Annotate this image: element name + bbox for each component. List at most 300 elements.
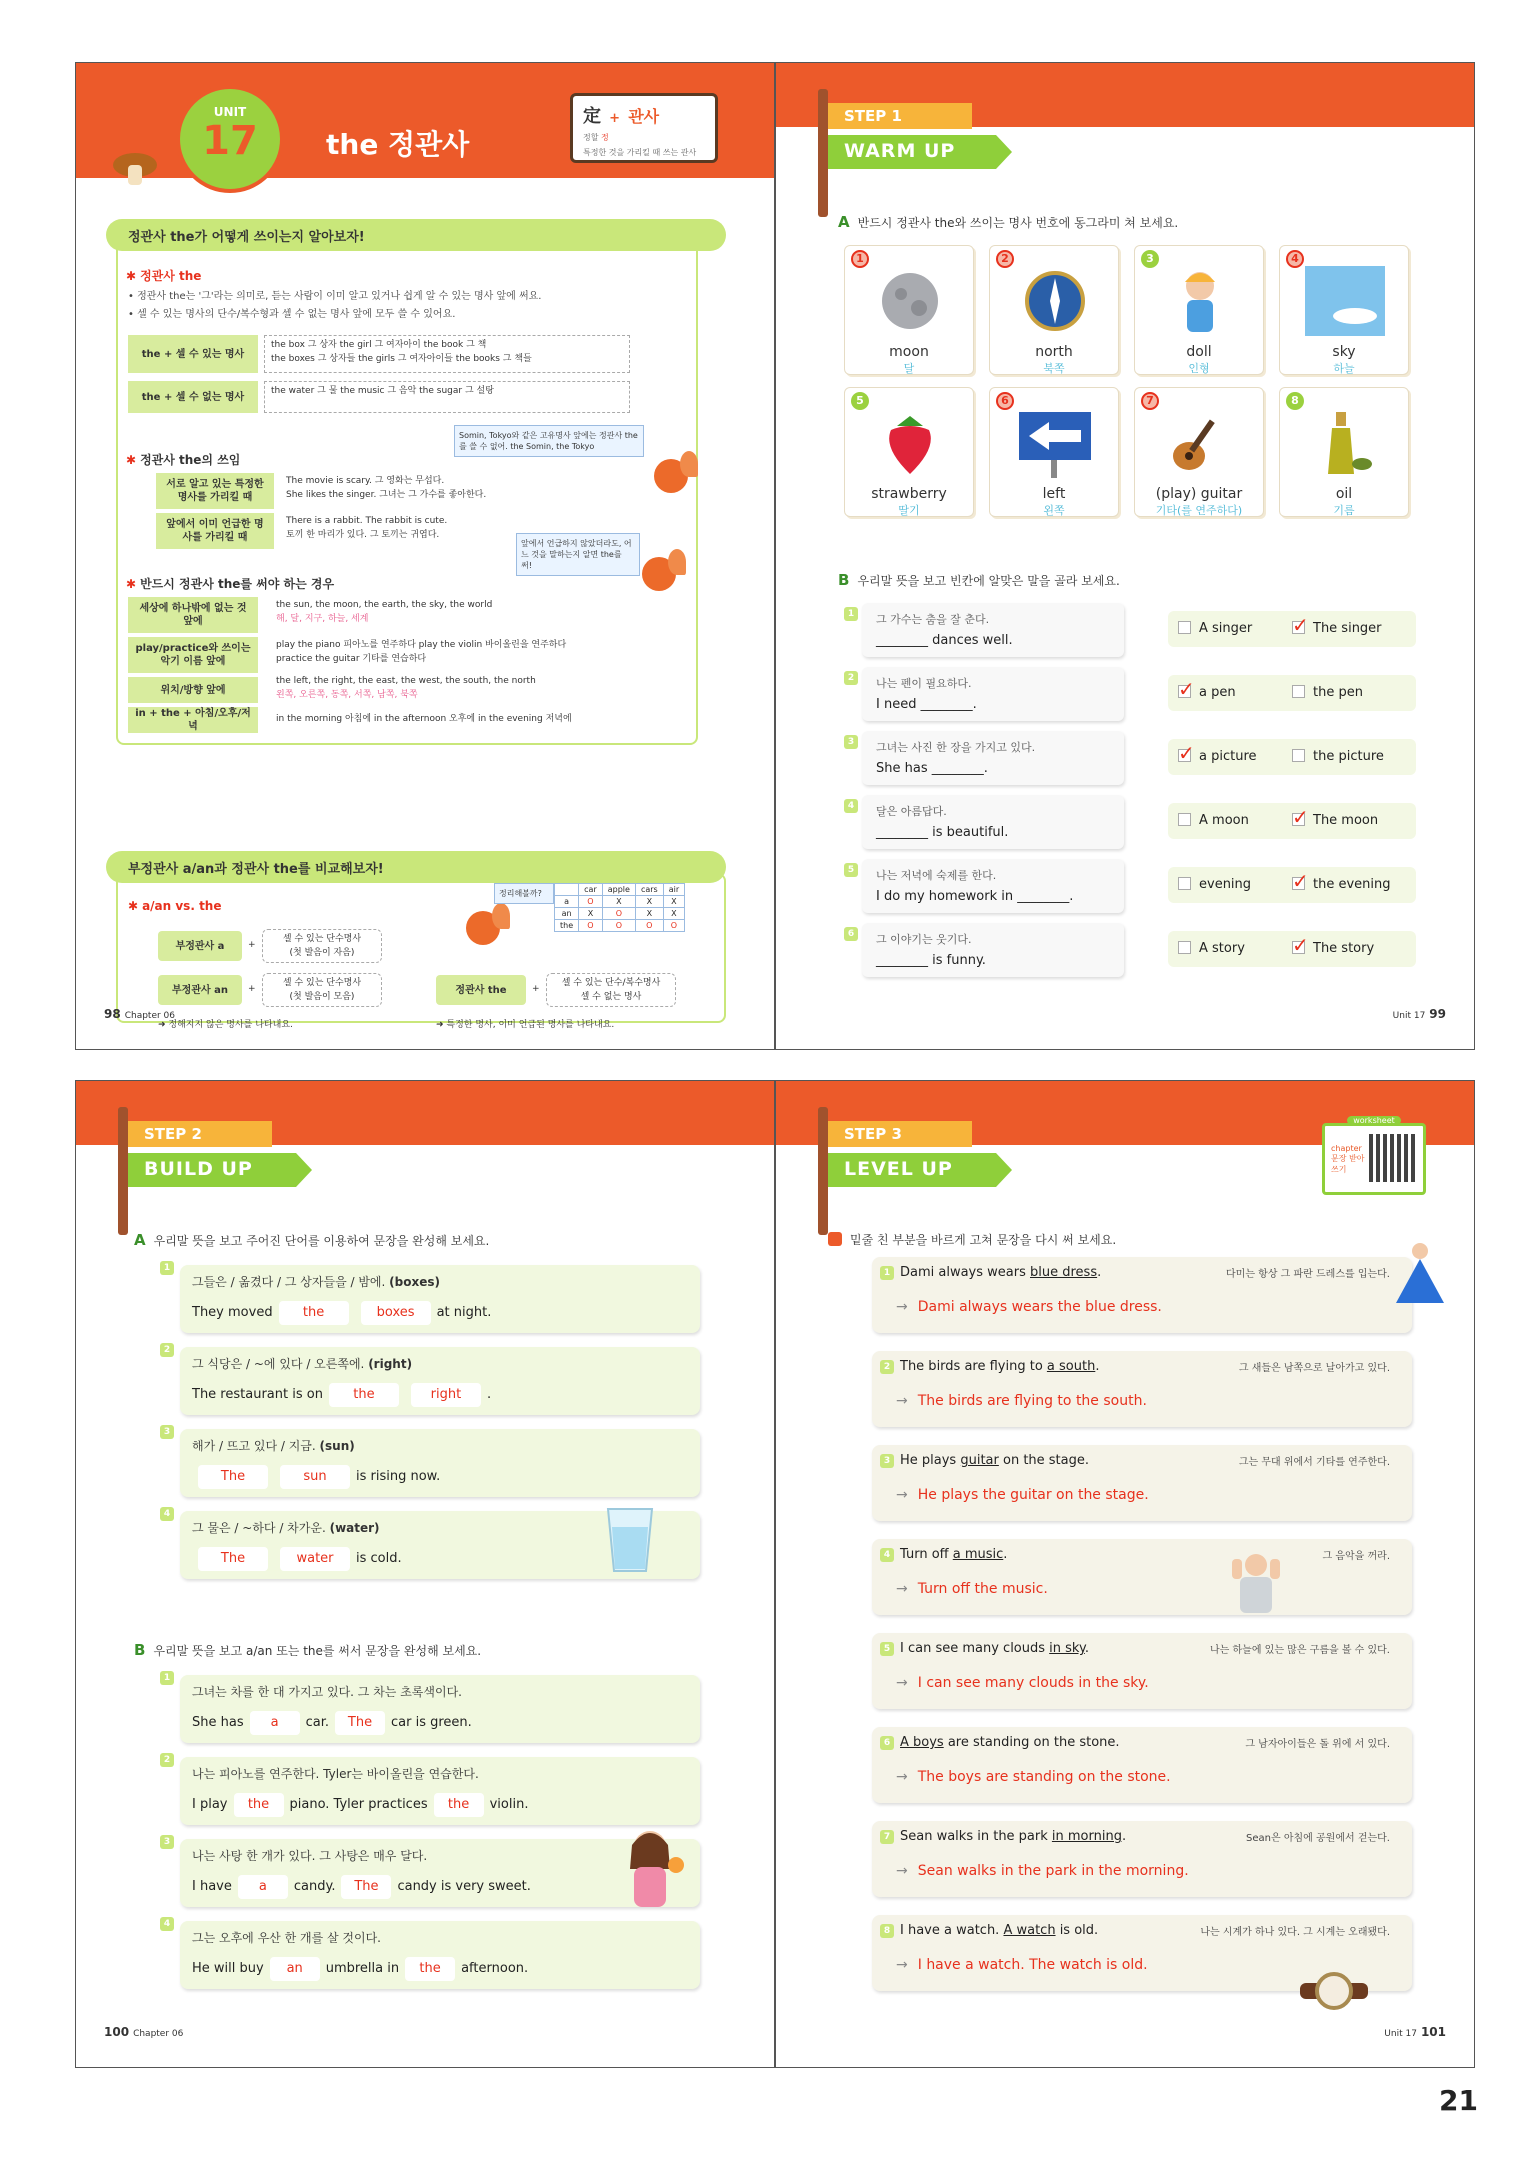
korean-meaning: 나는 시계가 하나 있다. 그 시계는 오래됐다. bbox=[1200, 1927, 1390, 1938]
sentence-text: on the stage. bbox=[998, 1453, 1090, 1468]
compare-desc bbox=[262, 973, 382, 1007]
korean-prompt: 그녀는 사진 한 장을 가지고 있다. bbox=[876, 741, 1036, 754]
sentence-text: He will buy bbox=[192, 1961, 264, 1976]
checkbox[interactable] bbox=[1178, 749, 1191, 762]
sentence-text: Dami always wears bbox=[900, 1265, 1031, 1280]
checkbox[interactable] bbox=[1178, 685, 1191, 698]
english-sentence: She has ________. bbox=[876, 761, 988, 776]
word-hint: (sun) bbox=[319, 1439, 355, 1453]
question-sentence bbox=[880, 1547, 1007, 1562]
prompt-text: 해가 / 뜨고 있다 / 지금. bbox=[192, 1439, 316, 1453]
sentence-text: candy. bbox=[293, 1879, 336, 1894]
row-line: 토끼 한 마리가 있다. 그 토끼는 귀엽다. bbox=[286, 529, 440, 540]
sign-jeong: 정 bbox=[601, 133, 609, 142]
card-word: doll bbox=[1186, 344, 1212, 360]
answer-blank[interactable]: a bbox=[238, 1875, 288, 1899]
sign-hanja: 定 bbox=[583, 106, 601, 127]
row-line: 해, 달, 지구, 하늘, 세계 bbox=[276, 613, 369, 624]
step-title: LEVEL UP bbox=[828, 1153, 996, 1187]
section-a-heading: A 반드시 정관사 the와 쓰이는 명사 번호에 동그라미 쳐 보세요. bbox=[838, 213, 1179, 231]
checkbox[interactable] bbox=[1292, 621, 1305, 634]
underlined-error: A watch bbox=[1003, 1923, 1056, 1938]
vocab-card[interactable] bbox=[989, 245, 1119, 375]
exercise-box bbox=[180, 1921, 700, 1989]
row-text bbox=[276, 675, 676, 702]
row-label: play/practice와 쓰이는 악기 이름 앞에 bbox=[128, 637, 258, 673]
exercise-box bbox=[180, 1757, 700, 1825]
row-line: She likes the singer. 그녀는 그 가수를 좋아한다. bbox=[286, 489, 487, 500]
correction-item bbox=[872, 1445, 1412, 1521]
card-meaning: 왼쪽 bbox=[1043, 504, 1065, 517]
sign-plus: + bbox=[609, 111, 621, 126]
step-tag: STEP 1 bbox=[828, 103, 972, 129]
choice-option-1[interactable] bbox=[1178, 877, 1251, 892]
card-number: 7 bbox=[1141, 392, 1159, 410]
item-number: 5 bbox=[844, 863, 858, 877]
english-sentence: I need ________. bbox=[876, 697, 977, 712]
section-bar-1: 정관사 the가 어떻게 쓰이는지 알아보자! bbox=[106, 219, 726, 251]
checkbox[interactable] bbox=[1178, 941, 1191, 954]
item-number: 6 bbox=[880, 1736, 894, 1750]
vocab-card[interactable] bbox=[1279, 245, 1409, 375]
row-label: 위치/방향 앞에 bbox=[128, 677, 258, 703]
page-101 bbox=[775, 1080, 1475, 2068]
korean-meaning: Sean은 아침에 공원에서 걷는다. bbox=[1246, 1833, 1390, 1844]
row-text bbox=[276, 599, 676, 626]
choice-option-1[interactable] bbox=[1178, 813, 1249, 828]
worksheet-qr[interactable] bbox=[1322, 1116, 1426, 1195]
grid-row bbox=[555, 920, 685, 932]
card-meaning: 기타(를 연주하다) bbox=[1155, 504, 1243, 517]
card-meaning: 하늘 bbox=[1333, 362, 1355, 375]
answer-blank[interactable]: the bbox=[234, 1793, 284, 1817]
girl-blue-dress-icon bbox=[1390, 1241, 1450, 1311]
sentence-text: piano. Tyler practices bbox=[289, 1797, 428, 1812]
item-number: 2 bbox=[160, 1753, 174, 1767]
sentence-line bbox=[192, 1465, 440, 1489]
row-label: in + the + 아침/오후/저녁 bbox=[128, 707, 258, 733]
grid-cell: the bbox=[555, 920, 579, 932]
prompt-text: 그들은 / 옮겼다 / 그 상자들을 / 밤에. bbox=[192, 1275, 386, 1289]
grid-cell: O bbox=[663, 920, 684, 932]
question-sentence bbox=[880, 1453, 1089, 1468]
choice-pair bbox=[1168, 867, 1416, 903]
choice-option-1[interactable] bbox=[1178, 621, 1252, 636]
compare-desc bbox=[262, 929, 382, 963]
korean-meaning: 그 음악을 꺼라. bbox=[1322, 1551, 1390, 1562]
choice-option-1[interactable] bbox=[1178, 941, 1245, 956]
question-sentence bbox=[880, 1265, 1101, 1280]
option-label: the picture bbox=[1313, 749, 1384, 764]
unit-number: 17 bbox=[202, 118, 258, 164]
answer-blank[interactable]: The bbox=[198, 1547, 268, 1571]
sign-gwansa: 관사 bbox=[628, 107, 660, 126]
choice-pair bbox=[1168, 803, 1416, 839]
sentence-text: . bbox=[1121, 1829, 1127, 1844]
compare-label: 정관사 the bbox=[436, 975, 526, 1005]
item-number: 1 bbox=[160, 1671, 174, 1685]
row-label: 세상에 하나밖에 없는 것 앞에 bbox=[128, 597, 258, 633]
korean-meaning: 그 남자아이들은 돌 위에 서 있다. bbox=[1245, 1739, 1390, 1750]
heading-the: ✱ 정관사 the bbox=[126, 269, 202, 283]
option-label: A moon bbox=[1199, 813, 1249, 828]
sentence-text: I have a watch. bbox=[900, 1923, 1004, 1938]
option-label: A singer bbox=[1199, 621, 1253, 636]
compare-label: 부정관사 a bbox=[158, 931, 242, 961]
vocab-card[interactable] bbox=[1134, 387, 1264, 517]
answer-blank[interactable]: the bbox=[405, 1957, 455, 1981]
sentence-text: is rising now. bbox=[356, 1469, 441, 1484]
card-number: 3 bbox=[1141, 250, 1159, 268]
sign-sub-word: 정할 bbox=[583, 133, 599, 142]
step-title: BUILD UP bbox=[128, 1153, 296, 1187]
grid-cell: car bbox=[579, 884, 603, 896]
checkbox[interactable] bbox=[1178, 813, 1191, 826]
answer-blank[interactable]: The bbox=[198, 1465, 268, 1489]
choice-pair bbox=[1168, 931, 1416, 967]
question-box bbox=[862, 795, 1124, 849]
sign-caption: 특정한 것을 가리킬 때 쓰는 관사 bbox=[583, 148, 697, 157]
note-2: • 셀 수 있는 명사의 단수/복수형과 셀 수 없는 명사 앞에 모두 쓸 수 있어요. bbox=[128, 309, 456, 320]
footnote-1: ➜ 정해지지 않은 명사를 나타내요. bbox=[158, 1020, 293, 1030]
left-arrow-sign-icon bbox=[1015, 408, 1095, 478]
answer-blank[interactable]: the bbox=[434, 1793, 484, 1817]
prompt-text: 그 물은 / ~하다 / 차가운. bbox=[192, 1521, 326, 1535]
vocab-card[interactable] bbox=[844, 245, 974, 375]
unit-badge bbox=[176, 85, 284, 193]
item-number: 3 bbox=[160, 1425, 174, 1439]
section-a-heading: A 우리말 뜻을 보고 주어진 단어를 이용하여 문장을 완성해 보세요. bbox=[134, 1231, 490, 1249]
moon-icon bbox=[870, 266, 950, 336]
row-label: the + 셀 수 없는 명사 bbox=[128, 381, 258, 413]
grid-cell: X bbox=[663, 908, 684, 920]
row-text bbox=[286, 475, 586, 502]
heading-use: ✱ 정관사 the의 쓰임 bbox=[126, 453, 241, 467]
heading-must: ✱ 반드시 정관사 the를 써야 하는 경우 bbox=[126, 577, 335, 591]
row-text: in the morning 아침에 in the afternoon 오후에 in the evening 저녁에 bbox=[276, 714, 572, 724]
plus-sign: + bbox=[248, 940, 256, 950]
corrected-answer[interactable]: → He plays the guitar on the stage. bbox=[896, 1487, 1149, 1503]
item-number: 2 bbox=[880, 1360, 894, 1374]
card-number: 8 bbox=[1286, 392, 1304, 410]
row-line: the boxes 그 상자들 the girls 그 여자아이들 the books 그 책들 bbox=[271, 353, 532, 364]
answer-blank[interactable]: the bbox=[329, 1383, 399, 1407]
card-word: north bbox=[1035, 344, 1073, 360]
step-tag: STEP 2 bbox=[128, 1121, 272, 1147]
question-box bbox=[862, 923, 1124, 977]
answer-blank[interactable]: right bbox=[411, 1383, 481, 1407]
sentence-text: I have bbox=[192, 1879, 232, 1894]
korean-prompt bbox=[192, 1519, 380, 1536]
vocab-card[interactable] bbox=[1134, 245, 1264, 375]
sentence-text: at night. bbox=[436, 1305, 492, 1320]
choice-option-2[interactable] bbox=[1292, 621, 1382, 636]
english-sentence: I do my homework in ________. bbox=[876, 889, 1074, 904]
underlined-error: in morning bbox=[1051, 1829, 1122, 1844]
sentence-line bbox=[192, 1711, 472, 1735]
prompt-text: 그 식당은 / ~에 있다 / 오른쪽에. bbox=[192, 1357, 365, 1371]
sentence-line bbox=[192, 1301, 491, 1325]
heading-vs: ✱ a/an vs. the bbox=[128, 899, 222, 913]
checkbox[interactable] bbox=[1292, 877, 1305, 890]
step-title: WARM UP bbox=[828, 135, 996, 169]
item-number: 3 bbox=[880, 1454, 894, 1468]
grid-cell: O bbox=[602, 908, 635, 920]
grid-cell bbox=[555, 884, 579, 896]
page-99 bbox=[775, 62, 1475, 1050]
sentence-text: . bbox=[1095, 1359, 1100, 1374]
option-label: A story bbox=[1199, 941, 1245, 956]
sentence-line bbox=[192, 1793, 528, 1817]
exercise-box bbox=[180, 1429, 700, 1497]
compare-desc-line: (첫 발음이 자음) bbox=[289, 947, 355, 958]
checkbox[interactable] bbox=[1292, 685, 1305, 698]
correction-item bbox=[872, 1633, 1412, 1709]
answer-blank[interactable]: an bbox=[270, 1957, 320, 1981]
choice-option-2[interactable] bbox=[1292, 749, 1384, 764]
step-post bbox=[118, 1107, 128, 1235]
question-sentence bbox=[880, 1641, 1089, 1656]
checkbox[interactable] bbox=[1178, 621, 1191, 634]
sentence-line bbox=[192, 1383, 491, 1407]
vocab-card[interactable] bbox=[844, 387, 974, 517]
korean-prompt bbox=[192, 1355, 412, 1372]
page-number: 100 Chapter 06 bbox=[104, 2025, 184, 2039]
plus-sign: + bbox=[248, 984, 256, 994]
choice-option-2[interactable] bbox=[1292, 813, 1378, 828]
sentence-line bbox=[192, 1547, 402, 1571]
corrected-answer[interactable]: → I have a watch. The watch is old. bbox=[896, 1957, 1148, 1973]
underlined-error: A boys bbox=[900, 1735, 944, 1750]
item-number: 1 bbox=[160, 1261, 174, 1275]
option-label: a pen bbox=[1199, 685, 1236, 700]
correction-item bbox=[872, 1727, 1412, 1803]
exercise-box bbox=[180, 1347, 700, 1415]
sentence-line bbox=[192, 1875, 531, 1899]
card-number: 4 bbox=[1286, 250, 1304, 268]
sheet-number: 21 bbox=[1439, 2084, 1478, 2117]
item-number: 6 bbox=[844, 927, 858, 941]
sentence-text: I can see many clouds bbox=[900, 1641, 1050, 1656]
card-meaning: 인형 bbox=[1188, 362, 1210, 375]
section-b-heading: B 우리말 뜻을 보고 빈칸에 알맞은 말을 골라 보세요. bbox=[838, 571, 1120, 589]
checkbox[interactable] bbox=[1292, 941, 1305, 954]
row-line: the water 그 물 the music 그 음악 the sugar 그 설탕 bbox=[271, 386, 494, 396]
grid-cell: X bbox=[635, 908, 663, 920]
row-line: The movie is scary. 그 영화는 무섭다. bbox=[286, 476, 445, 486]
corrected-answer[interactable]: → Dami always wears the blue dress. bbox=[896, 1299, 1162, 1315]
item-number: 3 bbox=[160, 1835, 174, 1849]
card-number: 5 bbox=[851, 392, 869, 410]
choice-pair bbox=[1168, 739, 1416, 775]
answer-blank[interactable]: The bbox=[335, 1711, 385, 1735]
wristwatch-icon bbox=[1296, 1961, 1372, 2021]
choice-option-1[interactable] bbox=[1178, 685, 1236, 700]
korean-prompt: 그 이야기는 웃기다. bbox=[876, 933, 972, 946]
grid-cell: cars bbox=[635, 884, 663, 896]
checkbox[interactable] bbox=[1292, 813, 1305, 826]
checkbox[interactable] bbox=[1178, 877, 1191, 890]
item-number: 5 bbox=[880, 1642, 894, 1656]
compass-icon bbox=[1015, 266, 1095, 336]
option-label: The singer bbox=[1313, 621, 1382, 636]
item-number: 1 bbox=[844, 607, 858, 621]
card-meaning: 달 bbox=[903, 362, 915, 375]
sentence-text: umbrella in bbox=[325, 1961, 400, 1976]
corrected-answer[interactable]: → I can see many clouds in the sky. bbox=[896, 1675, 1149, 1691]
footnote-2: ➜ 특정한 명사, 이미 언급된 명사를 나타내요. bbox=[436, 1020, 615, 1030]
sentence-line bbox=[192, 1957, 528, 1981]
card-word: (play) guitar bbox=[1155, 486, 1243, 502]
sentence-text: He plays bbox=[900, 1453, 961, 1468]
korean-prompt: 나는 사탕 한 개가 있다. 그 사탕은 매우 달다. bbox=[192, 1849, 428, 1863]
section-b-heading: B 우리말 뜻을 보고 a/an 또는 the를 써서 문장을 완성해 보세요. bbox=[134, 1641, 482, 1659]
sentence-text: . bbox=[1084, 1641, 1089, 1656]
exercise-box bbox=[180, 1675, 700, 1743]
grid-cell: O bbox=[579, 896, 603, 908]
row-cell bbox=[264, 335, 630, 373]
summary-grid bbox=[554, 883, 685, 932]
grid-row bbox=[555, 908, 685, 920]
water-glass-icon bbox=[604, 1505, 656, 1575]
sentence-text: is old. bbox=[1055, 1923, 1099, 1938]
choice-pair bbox=[1168, 675, 1416, 711]
corrected-answer[interactable]: → Turn off the music. bbox=[896, 1581, 1048, 1597]
compare-label: 부정관사 an bbox=[158, 975, 242, 1005]
qr-text: chapter 문장 받아쓰기 bbox=[1331, 1144, 1365, 1174]
answer-blank[interactable]: sun bbox=[280, 1465, 350, 1489]
item-number: 2 bbox=[844, 671, 858, 685]
grid-cell: an bbox=[555, 908, 579, 920]
guitar-icon bbox=[1160, 408, 1240, 478]
korean-prompt: 나는 저녁에 숙제를 한다. bbox=[876, 869, 997, 882]
sentence-text: candy is very sweet. bbox=[397, 1879, 531, 1894]
strawberry-icon bbox=[870, 408, 950, 478]
row-line: 왼쪽, 오른쪽, 동쪽, 서쪽, 남쪽, 북쪽 bbox=[276, 689, 418, 700]
qr-code-icon bbox=[1369, 1134, 1417, 1182]
choice-option-2[interactable] bbox=[1292, 685, 1363, 700]
question-box bbox=[862, 603, 1124, 657]
section-bar-2: 부정관사 a/an과 정관사 the를 비교해보자! bbox=[106, 851, 726, 883]
row-cell bbox=[264, 381, 630, 413]
question-sentence bbox=[880, 1829, 1126, 1844]
answer-blank[interactable]: the bbox=[279, 1301, 349, 1325]
mushroom-icon bbox=[112, 151, 158, 187]
korean-prompt: 그 가수는 춤을 잘 춘다. bbox=[876, 613, 990, 626]
english-sentence: ________ is funny. bbox=[876, 953, 986, 968]
choice-option-1[interactable] bbox=[1178, 749, 1257, 764]
answer-blank[interactable]: boxes bbox=[361, 1301, 431, 1325]
sky-icon bbox=[1305, 266, 1385, 336]
corrected-answer[interactable]: → The boys are standing on the stone. bbox=[896, 1769, 1171, 1785]
oil-bottle-icon bbox=[1305, 408, 1385, 478]
grid-cell: a bbox=[555, 896, 579, 908]
page-number: Unit 17 99 bbox=[1392, 1007, 1446, 1021]
row-line: There is a rabbit. The rabbit is cute. bbox=[286, 516, 448, 526]
card-word: oil bbox=[1335, 486, 1353, 502]
korean-prompt: 나는 피아노를 연주한다. Tyler는 바이올린을 연습한다. bbox=[192, 1767, 479, 1781]
vocab-card[interactable] bbox=[1279, 387, 1409, 517]
word-hint: (water) bbox=[329, 1521, 380, 1535]
squirrel-icon bbox=[466, 911, 500, 945]
grid-title: 정리해볼까? bbox=[494, 883, 554, 904]
sentence-text: are standing on the stone. bbox=[943, 1735, 1120, 1750]
english-sentence: ________ dances well. bbox=[876, 633, 1013, 648]
grid-cell: X bbox=[579, 908, 603, 920]
compare-desc-line: 셀 수 없는 명사 bbox=[580, 991, 642, 1002]
compare-desc-line: 셀 수 있는 단수명사 bbox=[282, 934, 362, 944]
correction-item bbox=[872, 1257, 1412, 1333]
unit-label: UNIT bbox=[213, 105, 247, 119]
vocab-card[interactable] bbox=[989, 387, 1119, 517]
korean-meaning: 나는 하늘에 있는 많은 구름을 볼 수 있다. bbox=[1210, 1645, 1390, 1656]
option-label: a picture bbox=[1199, 749, 1257, 764]
grid-row bbox=[555, 884, 685, 896]
correction-item bbox=[872, 1821, 1412, 1897]
grid-cell: O bbox=[579, 920, 603, 932]
grid-cell: X bbox=[602, 896, 635, 908]
grid-cell: X bbox=[663, 896, 684, 908]
korean-prompt: 달은 아름답다. bbox=[876, 805, 947, 818]
item-number: 7 bbox=[880, 1830, 894, 1844]
option-label: The moon bbox=[1313, 813, 1379, 828]
answer-blank[interactable]: The bbox=[341, 1875, 391, 1899]
squirrel-icon bbox=[654, 459, 688, 493]
card-number: 1 bbox=[851, 250, 869, 268]
choice-option-2[interactable] bbox=[1292, 941, 1374, 956]
grid-row bbox=[555, 896, 685, 908]
grid-cell: air bbox=[663, 884, 684, 896]
korean-meaning: 그 새들은 남쪽으로 날아가고 있다. bbox=[1238, 1363, 1390, 1374]
page-number: 98 Chapter 06 bbox=[104, 1007, 175, 1021]
korean-prompt bbox=[192, 1273, 440, 1290]
option-label: The story bbox=[1313, 941, 1375, 956]
compare-desc-line: 셀 수 있는 단수/복수명사 bbox=[561, 978, 661, 988]
sentence-text: afternoon. bbox=[461, 1961, 529, 1976]
card-word: moon bbox=[889, 344, 929, 360]
row-line: practice the guitar 기타를 연습하다 bbox=[276, 653, 427, 664]
corrected-answer[interactable]: → The birds are flying to the south. bbox=[896, 1393, 1147, 1409]
word-hint: (boxes) bbox=[389, 1275, 440, 1289]
sentence-text: The restaurant is on bbox=[192, 1387, 323, 1402]
underlined-error: blue dress bbox=[1030, 1265, 1098, 1280]
answer-blank[interactable]: a bbox=[250, 1711, 300, 1735]
korean-prompt: 그녀는 차를 한 대 가지고 있다. 그 차는 초록색이다. bbox=[192, 1685, 462, 1699]
row-label: 서로 알고 있는 특정한 명사를 가리킬 때 bbox=[156, 473, 274, 509]
sentence-text: car is green. bbox=[391, 1715, 472, 1730]
sentence-text: I play bbox=[192, 1797, 228, 1812]
question-sentence bbox=[880, 1923, 1098, 1938]
korean-prompt: 나는 펜이 필요하다. bbox=[876, 677, 972, 690]
corrected-answer[interactable]: → Sean walks in the park in the morning. bbox=[896, 1863, 1189, 1879]
title-sign bbox=[570, 93, 718, 163]
korean-prompt bbox=[192, 1437, 355, 1454]
option-label: the evening bbox=[1313, 877, 1391, 892]
step-post bbox=[818, 89, 828, 217]
page-98 bbox=[75, 62, 775, 1050]
card-meaning: 기름 bbox=[1333, 504, 1355, 517]
note-1: • 정관사 the는 '그'라는 의미로, 듣는 사람이 이미 알고 있거나 쉽게 알 수 있는 명사 앞에 써요. bbox=[128, 291, 542, 302]
question-sentence bbox=[880, 1735, 1120, 1750]
korean-meaning: 다미는 항상 그 파란 드레스를 입는다. bbox=[1226, 1269, 1390, 1280]
compare-desc-line: 셀 수 있는 단수명사 bbox=[282, 978, 362, 988]
correction-item bbox=[872, 1351, 1412, 1427]
choice-option-2[interactable] bbox=[1292, 877, 1391, 892]
answer-blank[interactable]: water bbox=[280, 1547, 350, 1571]
unit-title: the 정관사 bbox=[326, 128, 470, 161]
checkbox[interactable] bbox=[1292, 749, 1305, 762]
row-text bbox=[276, 639, 676, 666]
